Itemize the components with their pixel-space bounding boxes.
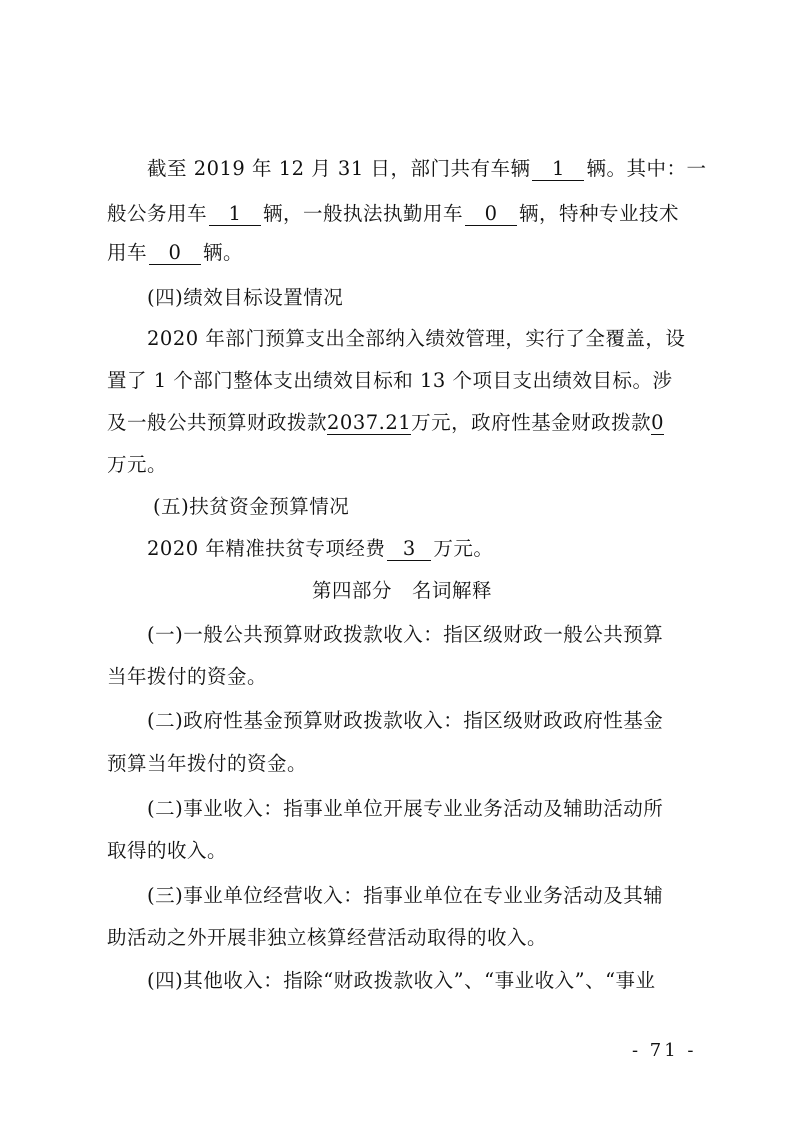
special-vehicle-line [107, 238, 697, 268]
enforcement-vehicle-value: 0 [465, 203, 517, 226]
fund-budget-value: 0 [651, 411, 665, 434]
part-heading: 第四部分 名词解释 [311, 579, 492, 602]
general-budget-value: 2037.21 [327, 411, 412, 434]
vehicle-breakdown-line [107, 199, 697, 229]
official-vehicle-value: 1 [209, 203, 261, 226]
poverty-funding-value: 3 [387, 538, 431, 561]
text-segment: 截至 2019 年 12 月 31 日，部门共有车辆 [147, 157, 531, 180]
funding-line [107, 408, 697, 438]
definition-line: (二)事业收入：指事业单位开展专业业务活动及辅助活动所 [147, 797, 664, 820]
text-segment: 辆。其中：一 [586, 157, 707, 180]
paragraph-line: 置了 1 个部门整体支出绩效目标和 13 个项目支出绩效目标。涉 [107, 369, 673, 392]
definition-line: 助活动之外开展非独立核算经营活动取得的收入。 [107, 926, 548, 949]
text-segment: 万元。 [433, 537, 494, 560]
text-segment: 般公务用车 [107, 202, 208, 225]
vehicle-total-value: 1 [532, 158, 584, 181]
page-number: - 71 - [632, 1040, 697, 1061]
definition-line: (一)一般公共预算财政拨款收入：指区级财政一般公共预算 [147, 623, 664, 646]
definition-line: (三)事业单位经营收入：指事业单位在专业业务活动及其辅 [147, 884, 664, 907]
section-heading-poverty: (五)扶贫资金预算情况 [153, 495, 350, 518]
text-segment: 及一般公共预算财政拨款 [107, 411, 328, 434]
poverty-funding-line [107, 534, 737, 564]
text-segment: 辆。 [203, 241, 244, 264]
definition-line: 当年拨付的资金。 [107, 665, 268, 688]
definition-line: (四)其他收入：指除“财政拨款收入”、“事业收入”、“事业 [147, 969, 656, 992]
special-vehicle-value: 0 [149, 242, 201, 265]
text-segment: 辆，特种专业技术 [519, 202, 680, 225]
definition-line: (二)政府性基金预算财政拨款收入：指区级财政政府性基金 [147, 709, 664, 732]
section-heading-performance: (四)绩效目标设置情况 [147, 286, 344, 309]
text-segment: 万元，政府性基金财政拨款 [411, 411, 652, 434]
definition-line: 取得的收入。 [107, 839, 228, 862]
text-segment: 辆，一般执法执勤用车 [263, 202, 464, 225]
text-segment: 2020 年精准扶贫专项经费 [147, 537, 386, 560]
definition-line: 预算当年拨付的资金。 [107, 752, 308, 775]
paragraph-line: 万元。 [107, 453, 168, 476]
text-segment: 用车 [107, 241, 148, 264]
vehicle-total-line [107, 154, 737, 184]
paragraph-line: 2020 年部门预算支出全部纳入绩效管理，实行了全覆盖，设 [147, 327, 686, 350]
